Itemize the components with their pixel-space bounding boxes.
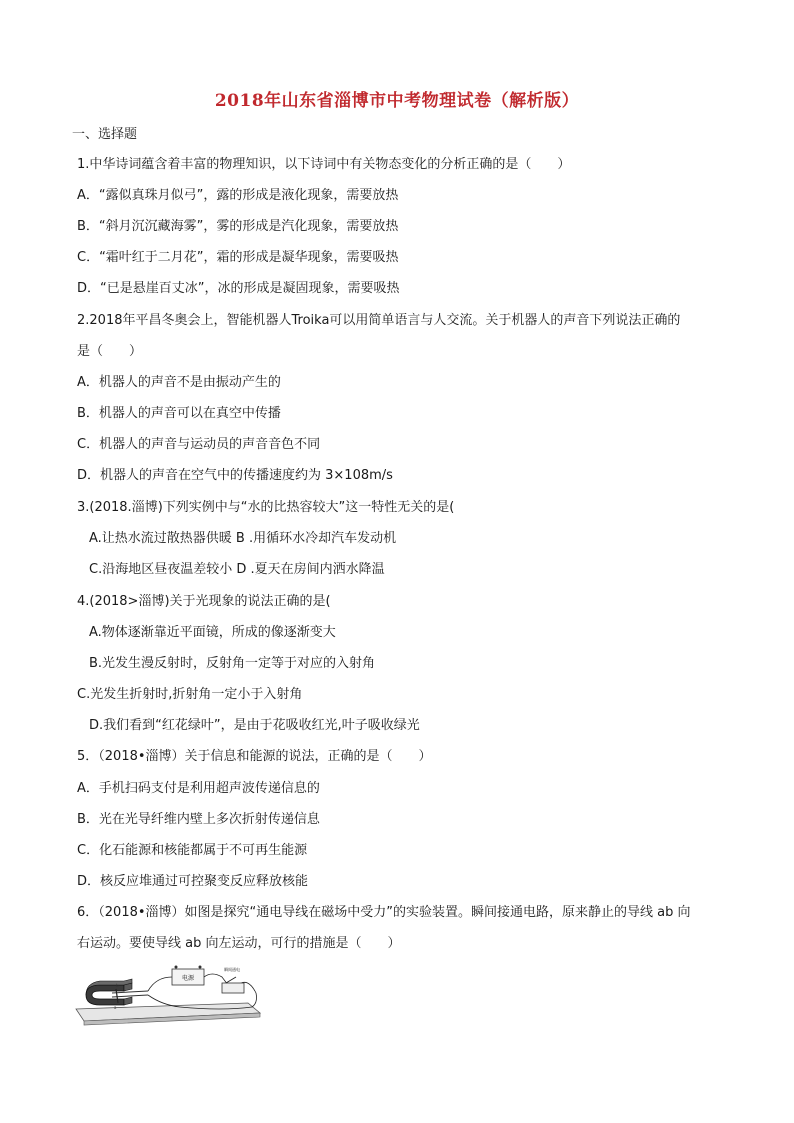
question-1-option-c: C．“霜叶红于二月花”，霜的形成是凝华现象，需要吸热	[77, 250, 399, 265]
base-board	[76, 1003, 260, 1025]
question-4-option-a: A.物体逐渐靠近平面镜，所成的像逐渐变大	[89, 625, 336, 640]
question-2-option-a: A．机器人的声音不是由振动产生的	[77, 375, 281, 390]
power-supply	[172, 966, 204, 986]
question-5-option-a: A．手机扫码支付是利用超声波传递信息的	[77, 781, 320, 796]
question-4-option-b: B.光发生漫反射时，反射角一定等于对应的入射角	[89, 656, 376, 671]
question-2-option-c: C．机器人的声音与运动员的声音音色不同	[77, 437, 321, 452]
power-supply-label: 电源	[181, 975, 195, 982]
question-6-stem-line-1: 6．（2018•淄博）如图是探究“通电导线在磁场中受力”的实验装置。瞬间接通电路，原来静止的导线 ab 向	[77, 905, 691, 920]
question-5-option-b: B．光在光导纤维内壁上多次折射传递信息	[77, 812, 320, 827]
question-3-options-row-1: A.让热水流过散热器供暖 B .用循环水冷却汽车发动机	[89, 531, 397, 546]
question-5-option-d: D．核反应堆通过可控聚变反应释放核能	[77, 874, 309, 889]
question-6-stem-line-2: 右运动。要使导线 ab 向左运动，可行的措施是（ ）	[77, 936, 401, 951]
question-5-option-c: C．化石能源和核能都属于不可再生能源	[77, 843, 308, 858]
question-1-option-a: A．“露似真珠月似弓”，露的形成是液化现象，需要放热	[77, 188, 399, 203]
question-2-stem-line-1: 2.2018年平昌冬奥会上，智能机器人Troika可以用简单语言与人交流。关于机器人的声音下列说法正确的	[77, 313, 681, 328]
question-1-stem: 1.中华诗词蕴含着丰富的物理知识，以下诗词中有关物态变化的分析正确的是（ ）	[77, 157, 571, 172]
question-4-stem: 4.(2018>淄博)关于光现象的说法正确的是(	[77, 594, 331, 609]
page-title: 2018年山东省淄博市中考物理试卷（解析版）	[214, 91, 580, 111]
question-2-stem-line-2: 是（ ）	[77, 344, 143, 359]
question-2-option-d: D．机器人的声音在空气中的传播速度约为 3×108m/s	[77, 468, 393, 483]
question-3-stem: 3.(2018.淄博)下列实例中与“水的比热容较大”这一特性无关的是(	[77, 500, 455, 515]
question-3-options-row-2: C.沿海地区昼夜温差较小 D .夏天在房间内洒水降温	[89, 562, 385, 577]
section-heading: 一、选择题	[72, 127, 138, 142]
experiment-apparatus-figure	[72, 963, 268, 1029]
svg-text:a: a	[114, 1005, 117, 1010]
question-4-option-d: D.我们看到“红花绿叶”，是由于花吸收红光,叶子吸收绿光	[89, 718, 420, 733]
question-2-option-b: B．机器人的声音可以在真空中传播	[77, 406, 281, 421]
svg-text:b: b	[116, 983, 119, 988]
question-4-option-c: C.光发生折射时,折射角一定小于入射角	[77, 687, 303, 702]
instant-switch	[222, 966, 244, 993]
question-1-option-d: D．“已是悬崖百丈冰”，冰的形成是凝固现象，需要吸热	[77, 281, 400, 296]
switch-label: 瞬间通电	[224, 967, 240, 972]
question-5-stem: 5．（2018•淄博）关于信息和能源的说法，正确的是（ ）	[77, 749, 432, 764]
question-1-option-b: B．“斜月沉沉藏海雾”，雾的形成是汽化现象，需要放热	[77, 219, 399, 234]
